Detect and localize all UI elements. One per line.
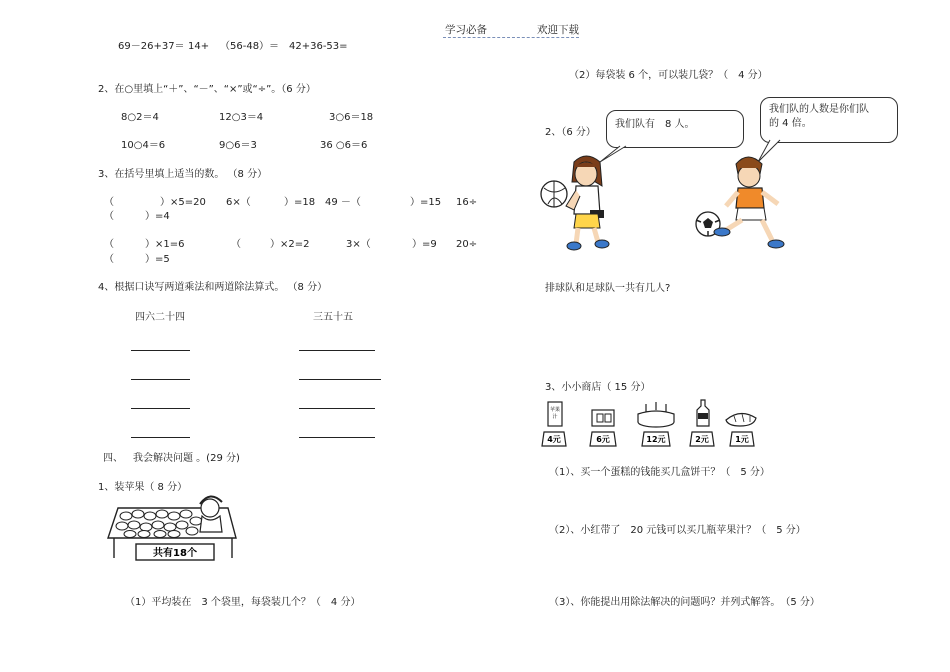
q3-part: ）×2=2	[270, 239, 310, 250]
q4-title: 4、根据口诀写两道乘法和两道除法算式。 （8 分）	[98, 282, 328, 293]
q3-title: 3、在括号里填上适当的数。 （8 分）	[98, 169, 268, 180]
p2-title: 2、（6 分）	[545, 127, 596, 138]
q3-part: ）×5=20	[160, 197, 206, 208]
q4-rhyme-2: 三五十五	[313, 312, 353, 323]
q3-part: 16÷	[456, 197, 478, 208]
header-right: 欢迎下载	[537, 24, 579, 36]
bread-icon	[726, 413, 756, 426]
calc-2: 14+	[188, 41, 210, 52]
bubble-boy-text-2: 的 4 倍。	[769, 118, 812, 129]
q3-part: ）=15	[410, 197, 442, 208]
q3-part: ）×1=6	[145, 239, 185, 250]
section-number: 四、	[103, 453, 123, 464]
answer-line	[299, 408, 375, 409]
header-underline	[443, 37, 579, 38]
price-tag-cake: 12元	[646, 435, 666, 444]
q3-part: （	[104, 254, 114, 265]
q3-part: （	[231, 239, 241, 250]
soccer-boy-illustration	[692, 150, 802, 252]
calc-1: 69－26+37＝	[118, 41, 185, 52]
volleyball-girl-illustration	[540, 152, 620, 252]
q3-part: ）=18	[284, 197, 316, 208]
price-tag-juice: 4元	[547, 435, 561, 444]
jar-label: 苹果	[549, 407, 561, 413]
p3-q2: （2）、小红带了 20 元钱可以买几瓶苹果汁？（ 5 分）	[549, 525, 806, 536]
header-left: 学习必备	[445, 24, 487, 36]
answer-line	[299, 437, 375, 438]
svg-text:汁: 汁	[552, 414, 558, 420]
q2-item: 3○6＝18	[329, 112, 374, 123]
calc-3: （56-48）＝	[220, 41, 280, 52]
q3-part: ）=9	[412, 239, 437, 250]
q3-part: 49 －（	[325, 197, 361, 208]
p2-question: 排球队和足球队一共有几人?	[545, 283, 671, 294]
q3-part: ）=5	[145, 254, 170, 265]
q2-item: 12○3＝4	[219, 112, 264, 123]
answer-line	[131, 437, 190, 438]
q3-part: ）=4	[145, 211, 170, 222]
q2-item: 36 ○6＝6	[320, 140, 368, 151]
q3-part: （	[104, 239, 114, 250]
cake-icon	[638, 411, 674, 422]
q4-rhyme-1: 四六二十四	[135, 312, 185, 323]
bubble-girl-text: 我们队有 8 人。	[615, 119, 695, 130]
answer-line	[131, 350, 190, 351]
section-title: 我会解决问题 。(29 分)	[133, 453, 240, 464]
bubble-boy-text-1: 我们队的人数是你们队	[769, 104, 869, 115]
answer-line	[299, 379, 381, 380]
price-tag-bottle: 2元	[695, 435, 709, 444]
p3-q1: （1）、买一个蛋糕的钱能买几盒饼干？（ 5 分）	[549, 467, 770, 478]
q2-item: 10○4＝6	[121, 140, 166, 151]
q2-item: 9○6＝3	[219, 140, 257, 151]
answer-line	[131, 379, 190, 380]
shop-items-illustration	[540, 398, 780, 452]
price-tag-bread: 1元	[735, 435, 749, 444]
q3-part: 20÷	[456, 239, 478, 250]
answer-line	[299, 350, 375, 351]
q2-title: 2、在○里填上“＋”、“－”、“×”或“÷”。（6 分）	[98, 84, 316, 95]
q3-part: （	[104, 211, 114, 222]
q3-part: 3×（	[346, 239, 371, 250]
calc-4: 42+36-53=	[289, 41, 348, 52]
p3-q3: （3）、你能提出用除法解决的问题吗？并列式解答。 （5 分）	[549, 597, 820, 608]
apple-table-illustration	[104, 494, 242, 566]
apple-count-sign: 共有18个	[153, 548, 197, 559]
p3-title: 3、小小商店（ 15 分）	[545, 382, 651, 393]
price-tag-biscuit: 6元	[596, 435, 610, 444]
q3-part: （	[104, 197, 114, 208]
answer-line	[131, 408, 190, 409]
q2-item: 8○2＝4	[121, 112, 159, 123]
q3-part: 6×（	[226, 197, 251, 208]
p1-sub1: （1）平均装在 3 个袋里，每袋装几个？（ 4 分）	[125, 597, 361, 608]
p1-sub2: （2）每袋装 6 个，可以装几袋？（ 4 分）	[569, 70, 768, 81]
p1-title: 1、装苹果（ 8 分）	[98, 482, 188, 493]
